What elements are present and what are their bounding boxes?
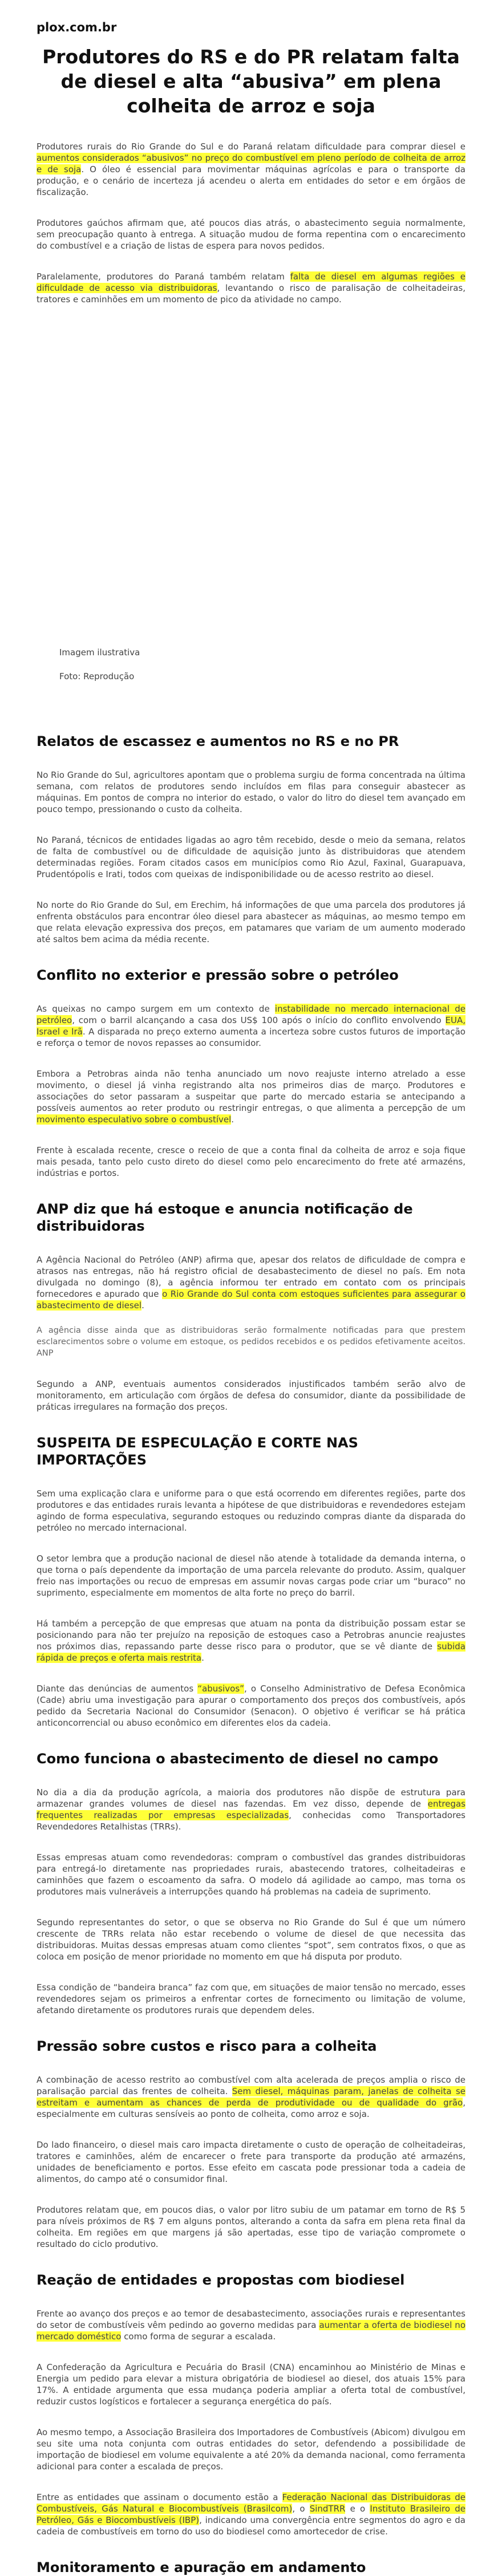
section-heading: ANP diz que há estoque e anuncia notificação de distribuidoras [37,1201,413,1234]
section-heading: Relatos de escassez e aumentos no RS e no PR [37,733,399,749]
section-heading: SUSPEITA DE ESPECULAÇÃO E CORTE NAS IMPORTAÇÕES [37,1435,358,1468]
body-paragraph: O setor lembra que a produção nacional de diesel não atende à totalidade da demanda interna, o que torna o país dependente da importação de uma parcela relevante do produto. Assim, qualquer freio nas importações ou recuo de empresas em assumir novas cargas pode criar um “buraco” no suprimento, especialmente em momentos de alta forte no preço do barril. [37,1553,465,1598]
body-paragraph: A Agência Nacional do Petróleo (ANP) afirma que, apesar dos relatos de dificuldade de compra e atrasos nas entregas, não há registro oficial de desabastecimento de diesel no país. Em nota divulgada no domingo (8), a agência informou ter entrado em contato com os principais fornecedores e apurado que o Rio Grande do Sul conta com estoques suficientes para assegurar o abastecimento de diesel. [37,1255,465,1311]
body-paragraph: Do lado financeiro, o diesel mais caro impacta diretamente o custo de operação de colheitadeiras, tratores e caminhões, além de encarecer o frete para transporte da produção até armazéns, unidades de beneficiamento e portos. Esse efeito em cascata pode pressionar toda a cadeia de alimentos, do campo até o consumidor final. [37,2140,465,2184]
highlight: subida rápida de preços e oferta mais restrita [37,1641,465,1663]
body-paragraph: Há também a percepção de que empresas que atuam na ponta da distribuição possam estar se posicionando para não ter prejuízo na reposição de estoques caso a Petrobras anuncie reajustes nos próximos dias, repassando parte desse risco para o produtor, que se vê diante de subida rápida de preços e oferta mais restrita. [37,1618,465,1663]
section-heading: Reação de entidades e propostas com biodiesel [37,2272,405,2288]
figure-credit: Foto: Reprodução [59,671,135,681]
body-paragraph: Entre as entidades que assinam o documento estão a Federação Nacional das Distribuidoras de Combustíveis, Gás Natural e Biocombustíveis (Brasilcom), o SindTRR e o Instituto Brasileiro de Petróleo, Gás e Biocombustíveis (IBP), indicando uma convergência entre segmentos do agro e da cadeia de combustíveis em torno do uso do biodiesel como amortecedor de crise. [37,2492,465,2537]
body-paragraph: Essas empresas atuam como revendedoras: compram o combustível das grandes distribuidoras para entregá-lo diretamente nas propriedades rurais, abastecendo tratores, colheitadeiras e caminhões que fazem o escoamento da safra. O modelo dá agilidade ao campo, mas torna os produtores mais vulneráveis a interrupções quando há problemas na cadeia de suprimento. [37,1852,465,1897]
body-paragraph: Produtores relatam que, em poucos dias, o valor por litro subiu de um patamar em torno de R$ 5 para níveis próximos de R$ 7 em alguns pontos, alterando a conta da safra em plena reta final da colheita. Em regiões em que margens já são apertadas, esse tipo de variação compromete o resultado do ciclo produtivo. [37,2205,465,2249]
section-heading: Pressão sobre custos e risco para a colheita [37,2038,377,2054]
body-paragraph: No Paraná, técnicos de entidades ligadas ao agro têm recebido, desde o meio da semana, relatos de falta de combustível ou de dificuldade de aquisição junto às distribuidoras que atendem determinadas regiões. Foram citados casos em municípios como Rio Azul, Faxinal, Guarapuava, Prudentópolis e Irati, todos com queixas de indisponibilidade ou de acesso restrito ao diesel. [37,835,465,879]
body-paragraph: A combinação de acesso restrito ao combustível com alta acelerada de preços amplia o risco de paralisação parcial das frentes de colheita. Sem diesel, máquinas param, janelas de colheita se estreitam e aumentam as chances de perda de produtividade ou de qualidade do grão, especialmente em culturas sensíveis ao ponto de colheita, como arroz e soja. [37,2075,465,2119]
body-paragraph: Embora a Petrobras ainda não tenha anunciado um novo reajuste interno atrelado a esse movimento, o diesel já vinha registrando alta nos primeiros dias de março. Produtores e associações do setor passaram a suspeitar que parte do mercado estaria se antecipando a possíveis aumentos ao reter produto ou restringir entregas, o que alimenta a percepção de um movimento especulativo sobre o combustível. [37,1069,465,1125]
highlight: “abusivos” [197,1683,244,1694]
highlight: instabilidade no mercado internacional de petróleo [37,1004,465,1025]
highlight: Instituto Brasileiro de Petróleo, Gás e Biocombustíveis (IBP) [37,2504,465,2525]
agency-note: A agência disse ainda que as distribuidoras serão formalmente notificadas para que prestem esclarecimentos sobre o volume em estoque, os pedidos recebidos e os pedidos efetivamente aceitos. ANP [37,1326,465,1358]
article-headline: Produtores do RS e do PR relatam falta de diesel e alta “abusiva” em plena colheita de arroz e soja [42,46,460,117]
highlight: aumentos considerados “abusivos” no preço do combustível em pleno período de colheita de arroz e de soja [37,153,465,175]
section-heading: Conflito no exterior e pressão sobre o petróleo [37,967,399,983]
highlight: falta de diesel em algumas regiões e dificuldade de acesso via distribuidoras [37,271,465,293]
highlight: SindTRR [309,2504,346,2514]
highlight: movimento especulativo sobre o combustível [37,1114,232,1125]
article-figure [37,324,465,718]
highlight: Sem diesel, máquinas param, janelas de colheita se estreitam e aumentam as chances de perda de produtividade ou de qualidade do grão [37,2086,465,2108]
body-paragraph: Segundo a ANP, eventuais aumentos considerados injustificados também serão alvo de monitoramento, em articulação com órgãos de defesa do consumidor, diante da possibilidade de práticas irregulares na formação dos preços. [37,1379,465,1412]
site-logo[interactable]: plox.com.br [37,21,117,34]
article-body [37,141,465,2576]
body-paragraph: No norte do Rio Grande do Sul, em Erechim, há informações de que uma parcela dos produtores já enfrenta obstáculos para encontrar óleo diesel para abastecer as máquinas, ao mesmo tempo em que relata elevação expressiva dos preços, em patamares que variam de um aumento moderado até saltos bem acima da média recente. [37,900,465,944]
highlight: entregas frequentes realizadas por empresas especializadas [37,1799,465,1820]
section-heading: Monitoramento e apuração em andamento [37,2559,366,2575]
highlight: EUA, Israel e Irã [37,1015,465,1037]
body-paragraph: No Rio Grande do Sul, agricultores apontam que o problema surgiu de forma concentrada na última semana, com relatos de produtores sendo incluídos em filas para conseguir abastecer as máquinas. Em pontos de compra no interior do estado, o valor do litro do diesel tem avançado em pouco tempo, pressionando o custo da colheita. [37,770,465,814]
body-paragraph: As queixas no campo surgem em um contexto de instabilidade no mercado internacional de petróleo, com o barril alcançando a casa dos US$ 100 após o início do conflito envolvendo EUA, Israel e Irã. A disparada no preço externo aumenta a incerteza sobre custos futuros de importação e reforça o temor de novos repasses ao consumidor. [37,1004,465,1048]
highlight: o Rio Grande do Sul conta com estoques suficientes para assegurar o abastecimento de diesel [37,1289,465,1311]
body-paragraph: Essa condição de “bandeira branca” faz com que, em situações de maior tensão no mercado, esses revendedores sejam os primeiros a enfrentar cortes de fornecimento ou limitação de volume, afetando diretamente os produtores rurais que dependem deles. [37,1982,465,2015]
highlight: Federação Nacional das Distribuidoras de Combustíveis, Gás Natural e Biocombustíveis (Brasilcom) [37,2492,465,2514]
site-header [37,0,465,36]
body-paragraph: Diante das denúncias de aumentos “abusivos”, o Conselho Administrativo de Defesa Econômica (Cade) abriu uma investigação para apurar o comportamento dos preços dos combustíveis, após pedido da Secretaria Nacional do Consumidor (Senacon). O objetivo é verificar se há prática anticoncorrencial ou abuso econômico em diferentes elos da cadeia. [37,1683,465,1728]
highlight: aumentar a oferta de biodiesel no mercado doméstico [37,2320,465,2342]
body-paragraph: No dia a dia da produção agrícola, a maioria dos produtores não dispõe de estrutura para armazenar grandes volumes de diesel nas fazendas. Em vez disso, depende de entregas frequentes realizadas por empresas especializadas, conhecidas como Transportadores Revendedores Retalhistas (TRRs). [37,1787,465,1832]
intro-paragraph: Paralelamente, produtores do Paraná também relatam falta de diesel em algumas regiões e dificuldade de acesso via distribuidoras, levantando o risco de paralisação de colheitadeiras, tratores e caminhões em um momento de pico da atividade no campo. [37,271,465,305]
intro-paragraph: Produtores rurais do Rio Grande do Sul e do Paraná relatam dificuldade para comprar diesel e aumentos considerados “abusivos” no preço do combustível em pleno período de colheita de arroz e de soja. O óleo é essencial para movimentar máquinas agrícolas e para o transporte da produção, e o cenário de incerteza já acendeu o alerta em entidades do setor e em órgãos de fiscalização. [37,141,465,197]
body-paragraph: Segundo representantes do setor, o que se observa no Rio Grande do Sul é que um número crescente de TRRs relata não estar recebendo o volume de diesel de que necessita das distribuidoras. Muitas dessas empresas atuam como clientes “spot”, sem contratos fixos, o que as coloca em posição de menor prioridade no momento em que há disputa por produto. [37,1917,465,1962]
body-paragraph: Frente à escalada recente, cresce o receio de que a conta final da colheita de arroz e soja fique mais pesada, tanto pelo custo direto do diesel como pelo encarecimento do frete até armazéns, indústrias e portos. [37,1145,465,1178]
body-paragraph: Ao mesmo tempo, a Associação Brasileira dos Importadores de Combustíveis (Abicom) divulgou em seu site uma nota conjunta com outras entidades do setor, defendendo a possibilidade de importação de biodiesel em volume equivalente a até 20% da demanda nacional, como ferramenta adicional para conter a escalada de preços. [37,2427,465,2472]
body-paragraph: A Confederação da Agricultura e Pecuária do Brasil (CNA) encaminhou ao Ministério de Minas e Energia um pedido para elevar a mistura obrigatória de biodiesel ao diesel, dos atuais 15% para 17%. A entidade argumenta que essa mudança poderia ampliar a oferta total de combustível, reduzir custos logísticos e fortalecer a segurança energética do país. [37,2362,465,2407]
figure-caption: Imagem ilustrativa [59,647,140,658]
body-paragraph: Frente ao avanço dos preços e ao temor de desabastecimento, associações rurais e representantes do setor de combustíveis vêm pedindo ao governo medidas para aumentar a oferta de biodiesel no mercado doméstico como forma de segurar a escalada. [37,2309,465,2342]
section-heading: Como funciona o abastecimento de diesel no campo [37,1751,439,1767]
intro-paragraph: Produtores gaúchos afirmam que, até poucos dias atrás, o abastecimento seguia normalmente, sem preocupação quanto à entrega. A situação mudou de forma repentina com o encarecimento do combustível e a criação de listas de espera para novos pedidos. [37,218,465,251]
body-paragraph: Sem uma explicação clara e uniforme para o que está ocorrendo em diferentes regiões, parte dos produtores e das entidades rurais levanta a hipótese de que distribuidoras e revendedores estejam agindo de forma especulativa, segurando estoques ou reduzindo compras diante da disparada do petróleo no mercado internacional. [37,1488,465,1533]
